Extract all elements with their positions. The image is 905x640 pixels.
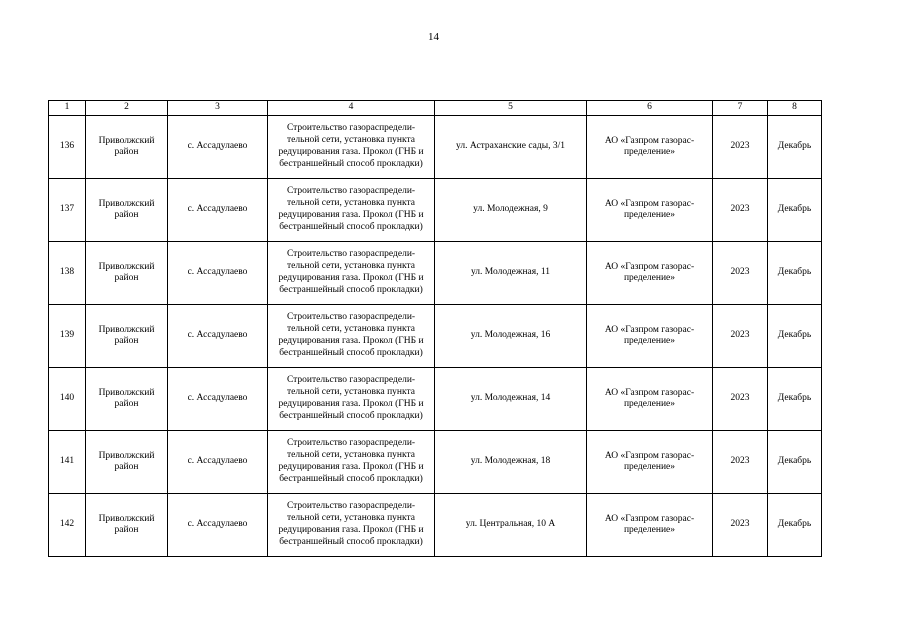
address-cell: ул. Центральная, 10 А [435, 494, 587, 557]
row-number: 140 [49, 368, 86, 431]
column-header: 6 [587, 101, 713, 116]
district-cell: Приволжский район [86, 494, 168, 557]
locality-cell: с. Ассадулаево [168, 242, 268, 305]
column-header: 7 [713, 101, 768, 116]
address-cell: ул. Молодежная, 9 [435, 179, 587, 242]
row-number: 138 [49, 242, 86, 305]
locality-cell: с. Ассадулаево [168, 431, 268, 494]
locality-cell: с. Ассадулаево [168, 368, 268, 431]
table-row [49, 116, 822, 179]
column-header: 4 [268, 101, 435, 116]
table-row [49, 305, 822, 368]
organization-cell: АО «Газпром газорас- пределение» [587, 116, 713, 179]
works-table [48, 100, 822, 557]
page-number: 14 [428, 31, 439, 43]
work-description-cell: Строительство газораспредели- тельной сети, установка пункта редуцирования газа. Прокол (ГНБ и бестраншейный способ прокладки) [268, 116, 435, 179]
month-cell: Декабрь [768, 179, 822, 242]
locality-cell: с. Ассадулаево [168, 494, 268, 557]
locality-cell: с. Ассадулаево [168, 116, 268, 179]
row-number: 139 [49, 305, 86, 368]
row-number: 142 [49, 494, 86, 557]
organization-cell: АО «Газпром газорас- пределение» [587, 494, 713, 557]
work-description-cell: Строительство газораспредели- тельной сети, установка пункта редуцирования газа. Прокол (ГНБ и бестраншейный способ прокладки) [268, 305, 435, 368]
year-cell: 2023 [713, 431, 768, 494]
month-cell: Декабрь [768, 368, 822, 431]
column-header: 1 [49, 101, 86, 116]
address-cell: ул. Молодежная, 16 [435, 305, 587, 368]
year-cell: 2023 [713, 179, 768, 242]
table-header-row [49, 101, 822, 116]
organization-cell: АО «Газпром газорас- пределение» [587, 179, 713, 242]
work-description-cell: Строительство газораспредели- тельной сети, установка пункта редуцирования газа. Прокол (ГНБ и бестраншейный способ прокладки) [268, 431, 435, 494]
work-description-cell: Строительство газораспредели- тельной сети, установка пункта редуцирования газа. Прокол (ГНБ и бестраншейный способ прокладки) [268, 242, 435, 305]
work-description-cell: Строительство газораспредели- тельной сети, установка пункта редуцирования газа. Прокол (ГНБ и бестраншейный способ прокладки) [268, 494, 435, 557]
district-cell: Приволжский район [86, 242, 168, 305]
district-cell: Приволжский район [86, 179, 168, 242]
month-cell: Декабрь [768, 242, 822, 305]
table-row [49, 368, 822, 431]
column-header: 5 [435, 101, 587, 116]
year-cell: 2023 [713, 494, 768, 557]
column-header: 8 [768, 101, 822, 116]
column-header: 3 [168, 101, 268, 116]
district-cell: Приволжский район [86, 431, 168, 494]
organization-cell: АО «Газпром газорас- пределение» [587, 305, 713, 368]
row-number: 136 [49, 116, 86, 179]
district-cell: Приволжский район [86, 116, 168, 179]
table-row [49, 431, 822, 494]
table-row [49, 179, 822, 242]
month-cell: Декабрь [768, 431, 822, 494]
row-number: 137 [49, 179, 86, 242]
month-cell: Декабрь [768, 305, 822, 368]
address-cell: ул. Молодежная, 14 [435, 368, 587, 431]
table-row [49, 242, 822, 305]
year-cell: 2023 [713, 368, 768, 431]
address-cell: ул. Молодежная, 11 [435, 242, 587, 305]
address-cell: ул. Астраханские сады, 3/1 [435, 116, 587, 179]
month-cell: Декабрь [768, 116, 822, 179]
district-cell: Приволжский район [86, 368, 168, 431]
row-number: 141 [49, 431, 86, 494]
table-row [49, 494, 822, 557]
work-description-cell: Строительство газораспредели- тельной сети, установка пункта редуцирования газа. Прокол (ГНБ и бестраншейный способ прокладки) [268, 368, 435, 431]
locality-cell: с. Ассадулаево [168, 305, 268, 368]
work-description-cell: Строительство газораспредели- тельной сети, установка пункта редуцирования газа. Прокол (ГНБ и бестраншейный способ прокладки) [268, 179, 435, 242]
address-cell: ул. Молодежная, 18 [435, 431, 587, 494]
organization-cell: АО «Газпром газорас- пределение» [587, 368, 713, 431]
district-cell: Приволжский район [86, 305, 168, 368]
column-header: 2 [86, 101, 168, 116]
month-cell: Декабрь [768, 494, 822, 557]
year-cell: 2023 [713, 242, 768, 305]
organization-cell: АО «Газпром газорас- пределение» [587, 242, 713, 305]
year-cell: 2023 [713, 116, 768, 179]
locality-cell: с. Ассадулаево [168, 179, 268, 242]
year-cell: 2023 [713, 305, 768, 368]
organization-cell: АО «Газпром газорас- пределение» [587, 431, 713, 494]
